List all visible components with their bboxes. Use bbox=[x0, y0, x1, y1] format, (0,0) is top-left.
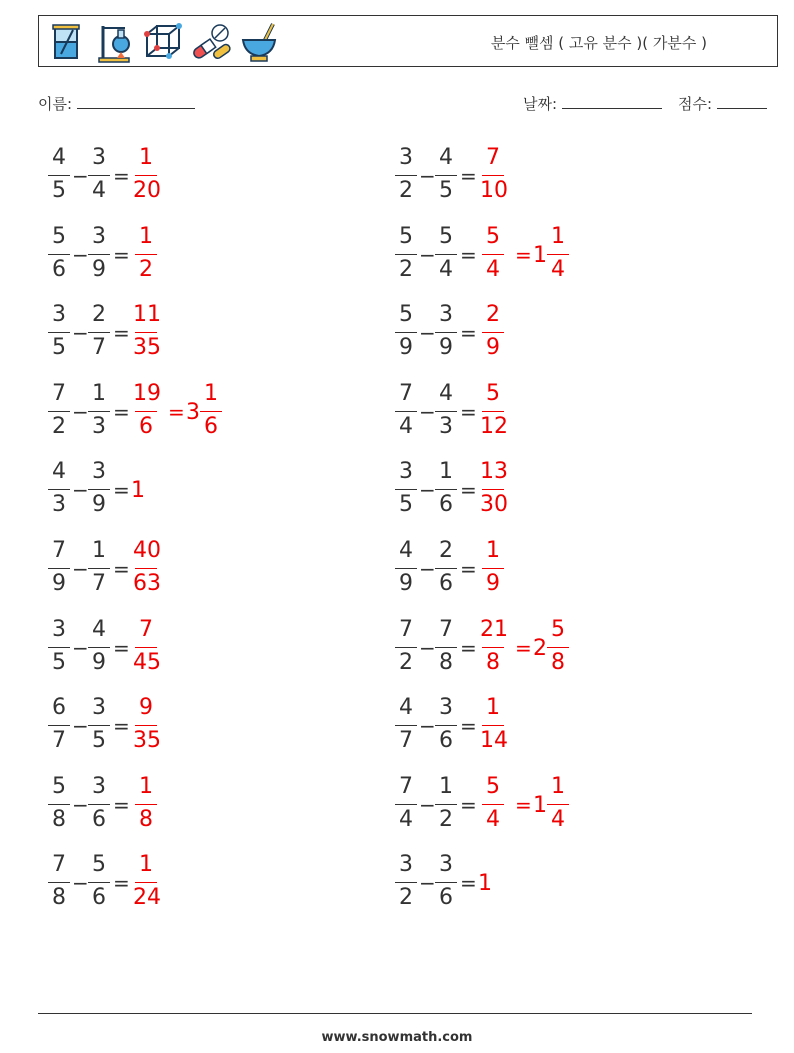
numerator: 1 bbox=[204, 380, 218, 406]
minus-sign: − bbox=[419, 321, 436, 346]
equals-sign: = bbox=[460, 242, 477, 267]
problem-row bbox=[393, 146, 723, 212]
fraction-bar bbox=[435, 332, 457, 333]
equals-sign: = bbox=[113, 871, 130, 896]
minus-sign: − bbox=[72, 242, 89, 267]
footer-url: www.snowmath.com bbox=[321, 1030, 473, 1045]
problem-row bbox=[46, 146, 376, 212]
problem-row bbox=[46, 696, 376, 762]
fraction-bar bbox=[88, 489, 110, 490]
denominator: 20 bbox=[133, 178, 161, 203]
mixed-whole: 1 bbox=[533, 792, 547, 818]
numerator: 7 bbox=[52, 380, 66, 406]
problem-row bbox=[393, 539, 723, 605]
numerator: 7 bbox=[439, 616, 453, 642]
denominator: 6 bbox=[92, 806, 106, 832]
problem-row bbox=[393, 382, 723, 448]
equals-sign: = bbox=[460, 321, 477, 346]
denominator: 8 bbox=[52, 806, 66, 832]
minus-sign: − bbox=[419, 242, 436, 267]
numerator: 7 bbox=[486, 145, 500, 170]
denominator: 5 bbox=[52, 178, 66, 203]
numerator: 1 bbox=[486, 695, 500, 721]
numerator: 1 bbox=[92, 380, 106, 406]
numerator: 3 bbox=[439, 695, 453, 721]
denominator: 35 bbox=[133, 335, 161, 361]
fraction-bar bbox=[88, 332, 110, 333]
fraction-bar bbox=[435, 411, 457, 412]
fraction-bar bbox=[435, 175, 457, 176]
minus-sign: − bbox=[419, 164, 436, 188]
denominator: 2 bbox=[439, 806, 453, 832]
fraction-bar bbox=[88, 568, 110, 569]
denominator: 4 bbox=[551, 806, 565, 832]
numerator: 3 bbox=[92, 695, 106, 721]
denominator: 5 bbox=[52, 335, 66, 361]
minus-sign: − bbox=[72, 478, 89, 503]
date-label: 날짜: bbox=[523, 95, 558, 113]
numerator: 7 bbox=[399, 380, 413, 406]
problem-row bbox=[393, 775, 723, 841]
numerator: 5 bbox=[399, 302, 413, 328]
fraction-bar bbox=[48, 175, 70, 176]
numerator: 4 bbox=[52, 459, 66, 485]
denominator: 9 bbox=[399, 335, 413, 361]
problem-row bbox=[46, 382, 376, 448]
fraction-bar bbox=[395, 175, 417, 176]
pills-icon bbox=[189, 20, 233, 64]
minus-sign: − bbox=[72, 871, 89, 896]
molecule-cube-icon bbox=[141, 20, 185, 64]
denominator: 4 bbox=[399, 806, 413, 832]
denominator: 24 bbox=[133, 885, 161, 911]
minus-sign: − bbox=[419, 399, 436, 424]
minus-sign: − bbox=[72, 792, 89, 817]
denominator: 5 bbox=[399, 492, 413, 518]
numerator: 19 bbox=[133, 380, 161, 406]
denominator: 9 bbox=[399, 571, 413, 596]
numerator: 2 bbox=[92, 302, 106, 328]
numerator: 3 bbox=[92, 459, 106, 485]
numerator: 3 bbox=[399, 145, 413, 170]
beaker-icon bbox=[45, 20, 89, 64]
numerator: 1 bbox=[139, 145, 153, 170]
denominator: 9 bbox=[92, 649, 106, 675]
equals-sign: = bbox=[113, 399, 130, 424]
fraction-bar bbox=[88, 882, 110, 883]
equals-sign: = bbox=[515, 792, 532, 817]
numerator: 40 bbox=[133, 538, 161, 563]
fraction-bar bbox=[395, 882, 417, 883]
numerator: 9 bbox=[139, 695, 153, 721]
denominator: 8 bbox=[139, 806, 153, 832]
denominator: 6 bbox=[139, 413, 153, 439]
denominator: 2 bbox=[399, 649, 413, 675]
numerator: 7 bbox=[52, 852, 66, 878]
fraction-bar bbox=[482, 568, 504, 569]
equals-sign: = bbox=[460, 478, 477, 503]
date-blank[interactable] bbox=[562, 93, 662, 109]
problem-row bbox=[393, 225, 723, 291]
fraction-bar bbox=[482, 725, 504, 726]
score-field bbox=[678, 93, 767, 114]
fraction-bar bbox=[48, 804, 70, 805]
numerator: 1 bbox=[551, 773, 565, 799]
fraction-bar bbox=[48, 411, 70, 412]
numerator: 1 bbox=[139, 223, 153, 249]
fraction-bar bbox=[135, 882, 157, 883]
denominator: 2 bbox=[399, 885, 413, 911]
denominator: 2 bbox=[399, 256, 413, 282]
denominator: 4 bbox=[439, 256, 453, 282]
fraction-bar bbox=[395, 489, 417, 490]
numerator: 7 bbox=[52, 538, 66, 563]
numerator: 5 bbox=[486, 773, 500, 799]
denominator: 9 bbox=[486, 335, 500, 361]
mixed-whole: 1 bbox=[533, 242, 547, 268]
problem-row bbox=[46, 618, 376, 684]
numerator: 1 bbox=[139, 852, 153, 878]
denominator: 9 bbox=[92, 256, 106, 282]
problem-row bbox=[393, 853, 723, 919]
numerator: 4 bbox=[439, 380, 453, 406]
fraction-bar bbox=[48, 332, 70, 333]
fraction-bar bbox=[135, 175, 157, 176]
fraction-bar bbox=[135, 647, 157, 648]
name-field bbox=[38, 93, 195, 114]
denominator: 4 bbox=[551, 256, 565, 282]
numerator: 5 bbox=[551, 616, 565, 642]
denominator: 6 bbox=[52, 256, 66, 282]
fraction-bar bbox=[135, 332, 157, 333]
minus-sign: − bbox=[419, 871, 436, 896]
numerator: 3 bbox=[92, 223, 106, 249]
denominator: 6 bbox=[439, 571, 453, 596]
numerator: 3 bbox=[439, 302, 453, 328]
minus-sign: − bbox=[72, 321, 89, 346]
fraction-bar bbox=[435, 489, 457, 490]
fraction-bar bbox=[395, 804, 417, 805]
numerator: 1 bbox=[92, 538, 106, 563]
fraction-bar bbox=[435, 254, 457, 255]
problem-row bbox=[393, 460, 723, 526]
numerator: 5 bbox=[399, 223, 413, 249]
fraction-bar bbox=[200, 411, 222, 412]
numerator: 5 bbox=[486, 380, 500, 406]
equals-sign: = bbox=[113, 557, 130, 581]
fraction-bar bbox=[48, 489, 70, 490]
numerator: 4 bbox=[399, 695, 413, 721]
denominator: 2 bbox=[399, 178, 413, 203]
equals-sign: = bbox=[168, 399, 185, 424]
header-icons bbox=[45, 18, 281, 66]
denominator: 45 bbox=[133, 649, 161, 675]
fraction-bar bbox=[547, 254, 569, 255]
denominator: 9 bbox=[486, 571, 500, 596]
numerator: 2 bbox=[486, 302, 500, 328]
fraction-bar bbox=[435, 647, 457, 648]
fraction-bar bbox=[395, 725, 417, 726]
flask-stand-icon bbox=[93, 20, 137, 64]
denominator: 6 bbox=[439, 728, 453, 754]
problem-row bbox=[46, 775, 376, 841]
denominator: 6 bbox=[439, 492, 453, 518]
fraction-bar bbox=[435, 568, 457, 569]
problem-row bbox=[46, 853, 376, 919]
denominator: 4 bbox=[399, 413, 413, 439]
numerator: 4 bbox=[399, 538, 413, 563]
fraction-bar bbox=[435, 882, 457, 883]
numerator: 7 bbox=[399, 773, 413, 799]
fraction-bar bbox=[135, 568, 157, 569]
numerator: 2 bbox=[439, 538, 453, 563]
fraction-bar bbox=[482, 804, 504, 805]
mortar-pestle-icon bbox=[237, 20, 281, 64]
problem-row bbox=[393, 618, 723, 684]
fraction-bar bbox=[482, 175, 504, 176]
equals-sign: = bbox=[113, 714, 130, 739]
fraction-bar bbox=[88, 804, 110, 805]
equals-sign: = bbox=[460, 792, 477, 817]
equals-sign: = bbox=[113, 478, 130, 503]
minus-sign: − bbox=[72, 635, 89, 660]
denominator: 2 bbox=[52, 413, 66, 439]
denominator: 7 bbox=[399, 728, 413, 754]
numerator: 1 bbox=[439, 773, 453, 799]
footer-divider bbox=[38, 1013, 752, 1014]
numerator: 5 bbox=[92, 852, 106, 878]
fraction-bar bbox=[88, 254, 110, 255]
fraction-bar bbox=[435, 804, 457, 805]
denominator: 9 bbox=[52, 571, 66, 596]
numerator: 5 bbox=[52, 773, 66, 799]
equals-sign: = bbox=[515, 242, 532, 267]
denominator: 8 bbox=[486, 649, 500, 675]
numerator: 21 bbox=[480, 616, 508, 642]
denominator: 35 bbox=[133, 728, 161, 754]
problem-row bbox=[393, 696, 723, 762]
date-field bbox=[523, 93, 662, 114]
fraction-bar bbox=[547, 647, 569, 648]
fraction-bar bbox=[395, 254, 417, 255]
fraction-bar bbox=[395, 411, 417, 412]
fraction-bar bbox=[547, 804, 569, 805]
fraction-bar bbox=[482, 489, 504, 490]
fraction-bar bbox=[482, 411, 504, 412]
answer-whole: 1 bbox=[131, 478, 145, 504]
equals-sign: = bbox=[113, 792, 130, 817]
name-label: 이름: bbox=[38, 95, 73, 113]
minus-sign: − bbox=[419, 557, 436, 581]
fraction-bar bbox=[482, 332, 504, 333]
fraction-bar bbox=[88, 725, 110, 726]
minus-sign: − bbox=[419, 714, 436, 739]
fraction-bar bbox=[395, 568, 417, 569]
denominator: 5 bbox=[52, 649, 66, 675]
fraction-bar bbox=[48, 725, 70, 726]
minus-sign: − bbox=[72, 714, 89, 739]
numerator: 3 bbox=[92, 773, 106, 799]
minus-sign: − bbox=[72, 557, 89, 581]
problem-row bbox=[393, 303, 723, 369]
numerator: 3 bbox=[399, 852, 413, 878]
problem-row bbox=[46, 303, 376, 369]
minus-sign: − bbox=[72, 164, 89, 188]
denominator: 9 bbox=[439, 335, 453, 361]
denominator: 2 bbox=[139, 256, 153, 282]
denominator: 8 bbox=[52, 885, 66, 911]
numerator: 3 bbox=[399, 459, 413, 485]
answer-whole: 1 bbox=[478, 871, 492, 897]
equals-sign: = bbox=[113, 321, 130, 346]
minus-sign: − bbox=[419, 792, 436, 817]
denominator: 3 bbox=[439, 413, 453, 439]
worksheet-title: 분수 뺄셈 ( 고유 분수 )( 가분수 ) bbox=[490, 34, 707, 52]
equals-sign: = bbox=[113, 164, 130, 188]
numerator: 5 bbox=[486, 223, 500, 249]
numerator: 3 bbox=[92, 145, 106, 170]
numerator: 6 bbox=[52, 695, 66, 721]
fraction-bar bbox=[88, 647, 110, 648]
numerator: 5 bbox=[52, 223, 66, 249]
numerator: 4 bbox=[92, 616, 106, 642]
minus-sign: − bbox=[419, 478, 436, 503]
denominator: 12 bbox=[480, 413, 508, 439]
denominator: 6 bbox=[439, 885, 453, 911]
equals-sign: = bbox=[460, 871, 477, 896]
denominator: 3 bbox=[52, 492, 66, 518]
numerator: 3 bbox=[52, 616, 66, 642]
denominator: 4 bbox=[92, 178, 106, 203]
denominator: 4 bbox=[486, 806, 500, 832]
numerator: 7 bbox=[399, 616, 413, 642]
numerator: 1 bbox=[551, 223, 565, 249]
denominator: 5 bbox=[439, 178, 453, 203]
equals-sign: = bbox=[460, 557, 477, 581]
name-blank[interactable] bbox=[77, 93, 195, 109]
fraction-bar bbox=[135, 804, 157, 805]
fraction-bar bbox=[88, 411, 110, 412]
fraction-bar bbox=[48, 254, 70, 255]
problem-row bbox=[46, 539, 376, 605]
numerator: 13 bbox=[480, 459, 508, 485]
numerator: 4 bbox=[52, 145, 66, 170]
fraction-bar bbox=[135, 725, 157, 726]
score-label: 점수: bbox=[678, 95, 713, 113]
worksheet-header bbox=[38, 15, 778, 67]
fraction-bar bbox=[435, 725, 457, 726]
numerator: 3 bbox=[52, 302, 66, 328]
denominator: 6 bbox=[204, 413, 218, 439]
numerator: 1 bbox=[486, 538, 500, 563]
fraction-bar bbox=[48, 568, 70, 569]
denominator: 14 bbox=[480, 728, 508, 754]
fraction-bar bbox=[48, 882, 70, 883]
problem-row bbox=[46, 225, 376, 291]
denominator: 8 bbox=[551, 649, 565, 675]
mixed-whole: 2 bbox=[533, 635, 547, 661]
denominator: 4 bbox=[486, 256, 500, 282]
mixed-whole: 3 bbox=[186, 399, 200, 425]
denominator: 7 bbox=[52, 728, 66, 754]
fraction-bar bbox=[135, 411, 157, 412]
problem-row bbox=[46, 460, 376, 526]
equals-sign: = bbox=[460, 399, 477, 424]
equals-sign: = bbox=[113, 635, 130, 660]
fraction-bar bbox=[482, 647, 504, 648]
denominator: 30 bbox=[480, 492, 508, 518]
minus-sign: − bbox=[72, 399, 89, 424]
equals-sign: = bbox=[460, 635, 477, 660]
denominator: 9 bbox=[92, 492, 106, 518]
denominator: 5 bbox=[92, 728, 106, 754]
fraction-bar bbox=[482, 254, 504, 255]
numerator: 7 bbox=[139, 616, 153, 642]
fraction-bar bbox=[135, 254, 157, 255]
fraction-bar bbox=[88, 175, 110, 176]
equals-sign: = bbox=[515, 635, 532, 660]
numerator: 3 bbox=[439, 852, 453, 878]
numerator: 11 bbox=[133, 302, 161, 328]
equals-sign: = bbox=[113, 242, 130, 267]
denominator: 3 bbox=[92, 413, 106, 439]
score-blank[interactable] bbox=[717, 93, 767, 109]
numerator: 4 bbox=[439, 145, 453, 170]
equals-sign: = bbox=[460, 714, 477, 739]
fraction-bar bbox=[48, 647, 70, 648]
numerator: 5 bbox=[439, 223, 453, 249]
equals-sign: = bbox=[460, 164, 477, 188]
fraction-bar bbox=[395, 647, 417, 648]
denominator: 7 bbox=[92, 335, 106, 361]
denominator: 8 bbox=[439, 649, 453, 675]
denominator: 6 bbox=[92, 885, 106, 911]
minus-sign: − bbox=[419, 635, 436, 660]
denominator: 7 bbox=[92, 571, 106, 596]
denominator: 63 bbox=[133, 571, 161, 596]
denominator: 10 bbox=[480, 178, 508, 203]
numerator: 1 bbox=[439, 459, 453, 485]
numerator: 1 bbox=[139, 773, 153, 799]
fraction-bar bbox=[395, 332, 417, 333]
